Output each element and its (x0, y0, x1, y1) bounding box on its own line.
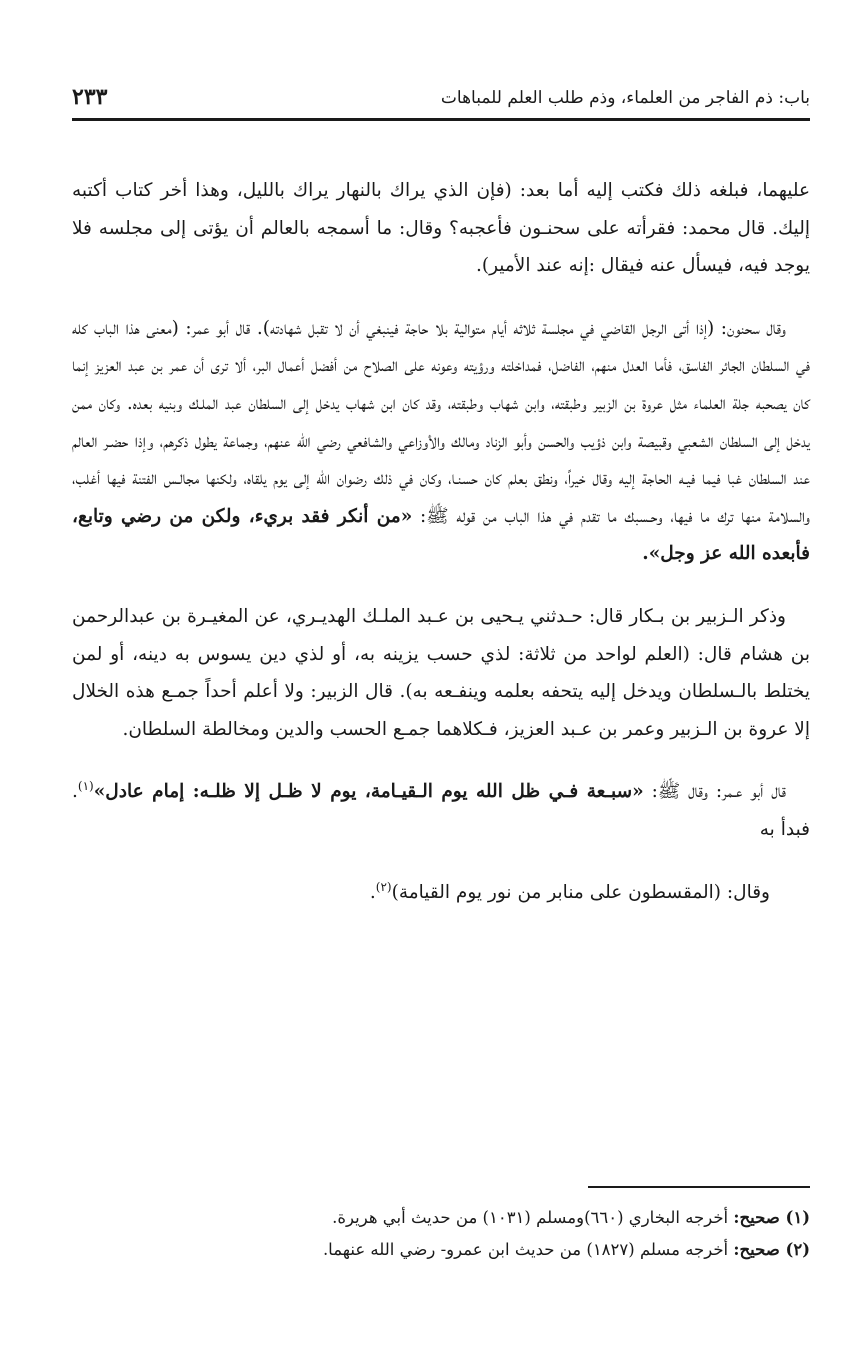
footnote-1-text: أخرجه البخاري (٦٦٠)ومسلم (١٠٣١) من حديث أبي هريرة. (332, 1208, 734, 1227)
body-text (72, 172, 810, 936)
footnote-ref-2[interactable]: (٢) (375, 879, 392, 894)
paragraph-5-suffix: . (369, 881, 376, 903)
paragraph-2 (72, 310, 810, 573)
paragraph-5-text: وقال: (المقسطون على منابر من نور يوم القيامة) (391, 881, 770, 903)
paragraph-1 (72, 172, 810, 285)
page-header (72, 84, 810, 118)
paragraph-3 (72, 598, 810, 748)
paragraph-5 (72, 874, 810, 912)
footnote-ref-1[interactable]: (١) (77, 779, 94, 794)
paragraph-4 (72, 773, 810, 848)
paragraph-4-prefix: قال أبو عـمر: وقال ﷺ: (643, 781, 787, 803)
hadith-quote: «من أنكر فقد بريء، ولكن من رضي وتابع، فأبعده الله عز وجل». (72, 505, 810, 565)
footnote-2-label: (٢) صحيح: (733, 1240, 810, 1259)
header-rule (72, 118, 810, 121)
page-number: ٢٣٣ (72, 84, 108, 110)
footnotes (72, 1202, 810, 1266)
footnote-1-label: (١) صحيح: (733, 1208, 810, 1227)
hadith-seven: «سبـعة فـي ظل الله يوم الـقيـامة، يوم لا ظـل إلا ظلـه: إمام عادل» (93, 781, 644, 803)
running-title: باب: ذم الفاجر من العلماء، وذم طلب العلم للمباهات (440, 88, 810, 108)
paragraph-2-text: وقال سحنون: (إذا أتى الرجل القاضي في مجلسة ثلاثه أيام متوالية بلا حاجة فينبغي أن لا تقبل شهادته). قال أبو عمر: (معنى هذا الباب كله في السلطان الجائر الفاسق، فأما العدل منهم، الفاضل، فمداخلته ورؤيته وعونه على الصلاح من أفضل أعمال البر، ألا ترى أن عمر بن عبد العزيز إنما كان يصحبه جلة العلماء مثل عروة بن الزبير وطبقته، وابن شهاب وطبقته، وقد كان ابن شهاب يدخل إلى السلطان عبد الملـك وبنيه بعده. وكان ممن يدخل إلى السلطان الشعبي وقبيصة وابن ذؤيب والحسن وأبو الزناد ومالك والأوزاعي والشافعي رضي الله عنهم، وجماعة يطول ذكرهم، وإذا حضـر العالم عند السلطان غبا فيما فيـه الحاجة إليه وقال خيراً، ونطق بعلم كان حسنـا، وكان في ذلك رضوان الله إلى يوم يلقاه، ولكنها مجالـس الفتنة فيها أغلب، والسلامة منها ترك ما فيها، وحـسبك ما تقدم في هذا الباب من قوله ﷺ: (72, 317, 810, 527)
footnote-rule (588, 1186, 810, 1188)
footnote-2 (72, 1234, 810, 1266)
paragraph-1-text: عليهما، فبلغه ذلك فكتب إليه أما بعد: (فإن الذي يراك بالنهار يراك بالليل، وهذا أخر كتاب أكتبه إليك. قال محمد: فقرأته على سحنـون فأعجبه؟ وقال: ما أسمجه بالعالم أن يؤتى إلى مجلسه فلا يوجد فيه، فيسأل عنه فيقال :إنه عند الأمير). (72, 180, 810, 277)
paragraph-4-suffix: . فبدأ به (72, 781, 810, 840)
footnote-1 (72, 1202, 810, 1234)
paragraph-3-text: وذكر الـزبير بن بـكار قال: حـدثني يـحيى بن عـبد الملـك الهديـري، عن المغيـرة بن عبدالرحمن بن هشام قال: (العلم لواحد من ثلاثة: لذي حسب يزينه به، أو لذي دين يسوس به دينه، أو لمن يختلط بالـسلطان ويدخل إليه يتحفه بعلمه وينفـعه به). قال الزبير: ولا أعلم أحداً جمـع هذه الخلال إلا عروة بن الـزبير وعمر بن عـبد العزيز، فـكلاهما جمـع الحسب والدين ومخالطة السلطان. (72, 605, 810, 740)
footnote-2-text: أخرجه مسلم (١٨٢٧) من حديث ابن عمرو- رضي الله عنهما. (322, 1240, 734, 1259)
